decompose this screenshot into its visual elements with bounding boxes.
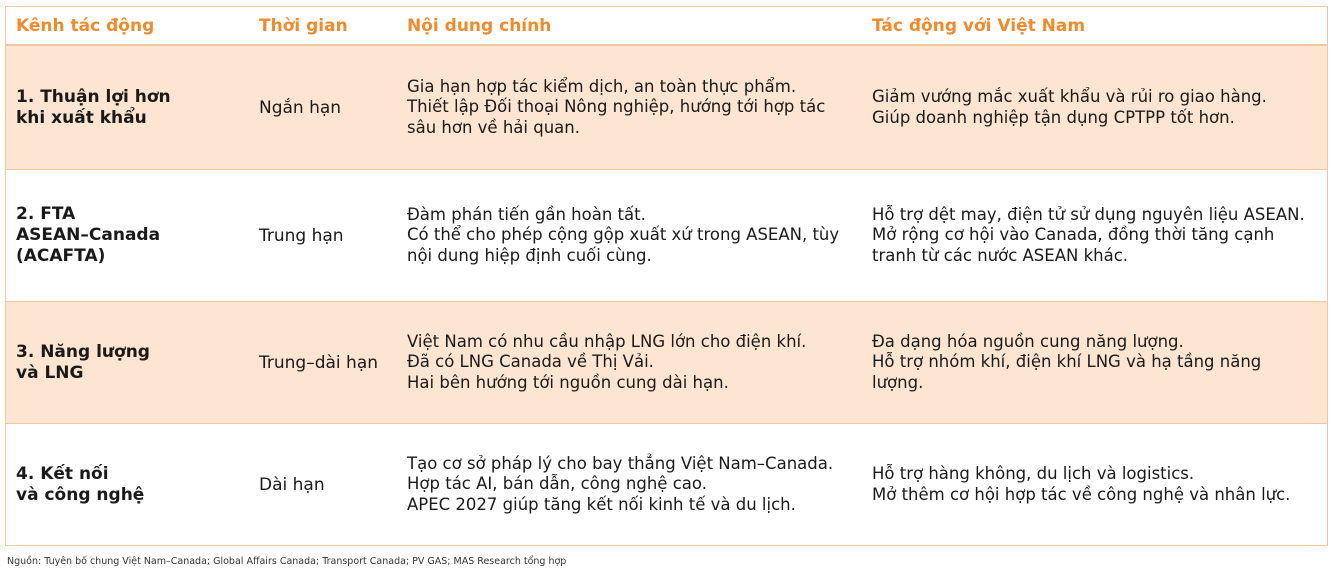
content-line: Hai bên hướng tới nguồn cung dài hạn. xyxy=(407,372,729,392)
row-impact xyxy=(872,332,1261,394)
impact-line: Mở rộng cơ hội vào Canada, đồng thời tăng cạnh xyxy=(872,225,1275,245)
table-row xyxy=(6,301,1327,423)
impact-line: tranh từ các nước ASEAN khác. xyxy=(872,245,1129,265)
row-time: Trung hạn xyxy=(259,225,344,246)
header-content: Nội dung chính xyxy=(407,15,552,36)
impact-line: Đa dạng hóa nguồn cung năng lượng. xyxy=(872,331,1184,351)
content-line: Đã có LNG Canada về Thị Vải. xyxy=(407,352,654,372)
impact-line: Hỗ trợ dệt may, điện tử sử dụng nguyên liệu ASEAN. xyxy=(872,204,1305,224)
content-line: sâu hơn về hải quan. xyxy=(407,117,580,137)
row-impact xyxy=(872,464,1290,505)
content-line: APEC 2027 giúp tăng kết nối kinh tế và du lịch. xyxy=(407,494,796,514)
impact-line: Hỗ trợ nhóm khí, điện khí LNG và hạ tầng năng xyxy=(872,352,1262,372)
row-time: Ngắn hạn xyxy=(259,97,342,118)
content-line: Gia hạn hợp tác kiểm dịch, an toàn thực phẩm. xyxy=(407,76,797,96)
source-note: Nguồn: Tuyên bố chung Việt Nam–Canada; Global Affairs Canada; Transport Canada; PV GAS; MAS Research tổng hợp xyxy=(7,556,567,567)
row-channel: 1. Thuận lợi hơn khi xuất khẩu xyxy=(16,86,171,128)
row-time: Dài hạn xyxy=(259,474,325,495)
table-row xyxy=(6,169,1327,301)
impact-line: Giảm vướng mắc xuất khẩu và rủi ro giao hàng. xyxy=(872,87,1267,106)
content-line: Đàm phán tiến gần hoàn tất. xyxy=(407,204,646,224)
table-header xyxy=(6,7,1327,45)
row-content xyxy=(407,454,833,516)
impact-line: Giúp doanh nghiệp tận dụng CPTPP tốt hơn. xyxy=(872,107,1235,127)
row-channel: 3. Năng lượng và LNG xyxy=(16,341,150,383)
impact-line: lượng. xyxy=(872,372,924,392)
content-line: Tạo cơ sở pháp lý cho bay thẳng Việt Nam–Canada. xyxy=(407,453,834,473)
table-row xyxy=(6,45,1327,169)
row-channel: 4. Kết nối và công nghệ xyxy=(16,463,145,505)
table-row xyxy=(6,423,1327,545)
content-line: Thiết lập Đối thoại Nông nghiệp, hướng tới hợp tác xyxy=(407,97,826,117)
header-time: Thời gian xyxy=(259,15,348,36)
row-content xyxy=(407,77,825,139)
row-channel: 2. FTA ASEAN–Canada (ACAFTA) xyxy=(16,204,161,266)
impact-table xyxy=(5,6,1328,546)
content-line: nội dung hiệp định cuối cùng. xyxy=(407,245,652,265)
row-content xyxy=(407,332,806,394)
content-line: Hợp tác AI, bán dẫn, công nghệ cao. xyxy=(407,474,707,494)
row-impact xyxy=(872,87,1267,128)
impact-line: Mở thêm cơ hội hợp tác về công nghệ và nhân lực. xyxy=(872,484,1291,504)
header-impact: Tác động với Việt Nam xyxy=(872,15,1086,36)
content-line: Việt Nam có nhu cầu nhập LNG lớn cho điện khí. xyxy=(407,331,807,351)
impact-line: Hỗ trợ hàng không, du lịch và logistics. xyxy=(872,464,1195,483)
content-line: Có thể cho phép cộng gộp xuất xứ trong ASEAN, tùy xyxy=(407,225,840,245)
row-content xyxy=(407,205,839,267)
header-channel: Kênh tác động xyxy=(16,15,155,36)
row-time: Trung–dài hạn xyxy=(259,352,379,373)
row-impact xyxy=(872,205,1305,267)
